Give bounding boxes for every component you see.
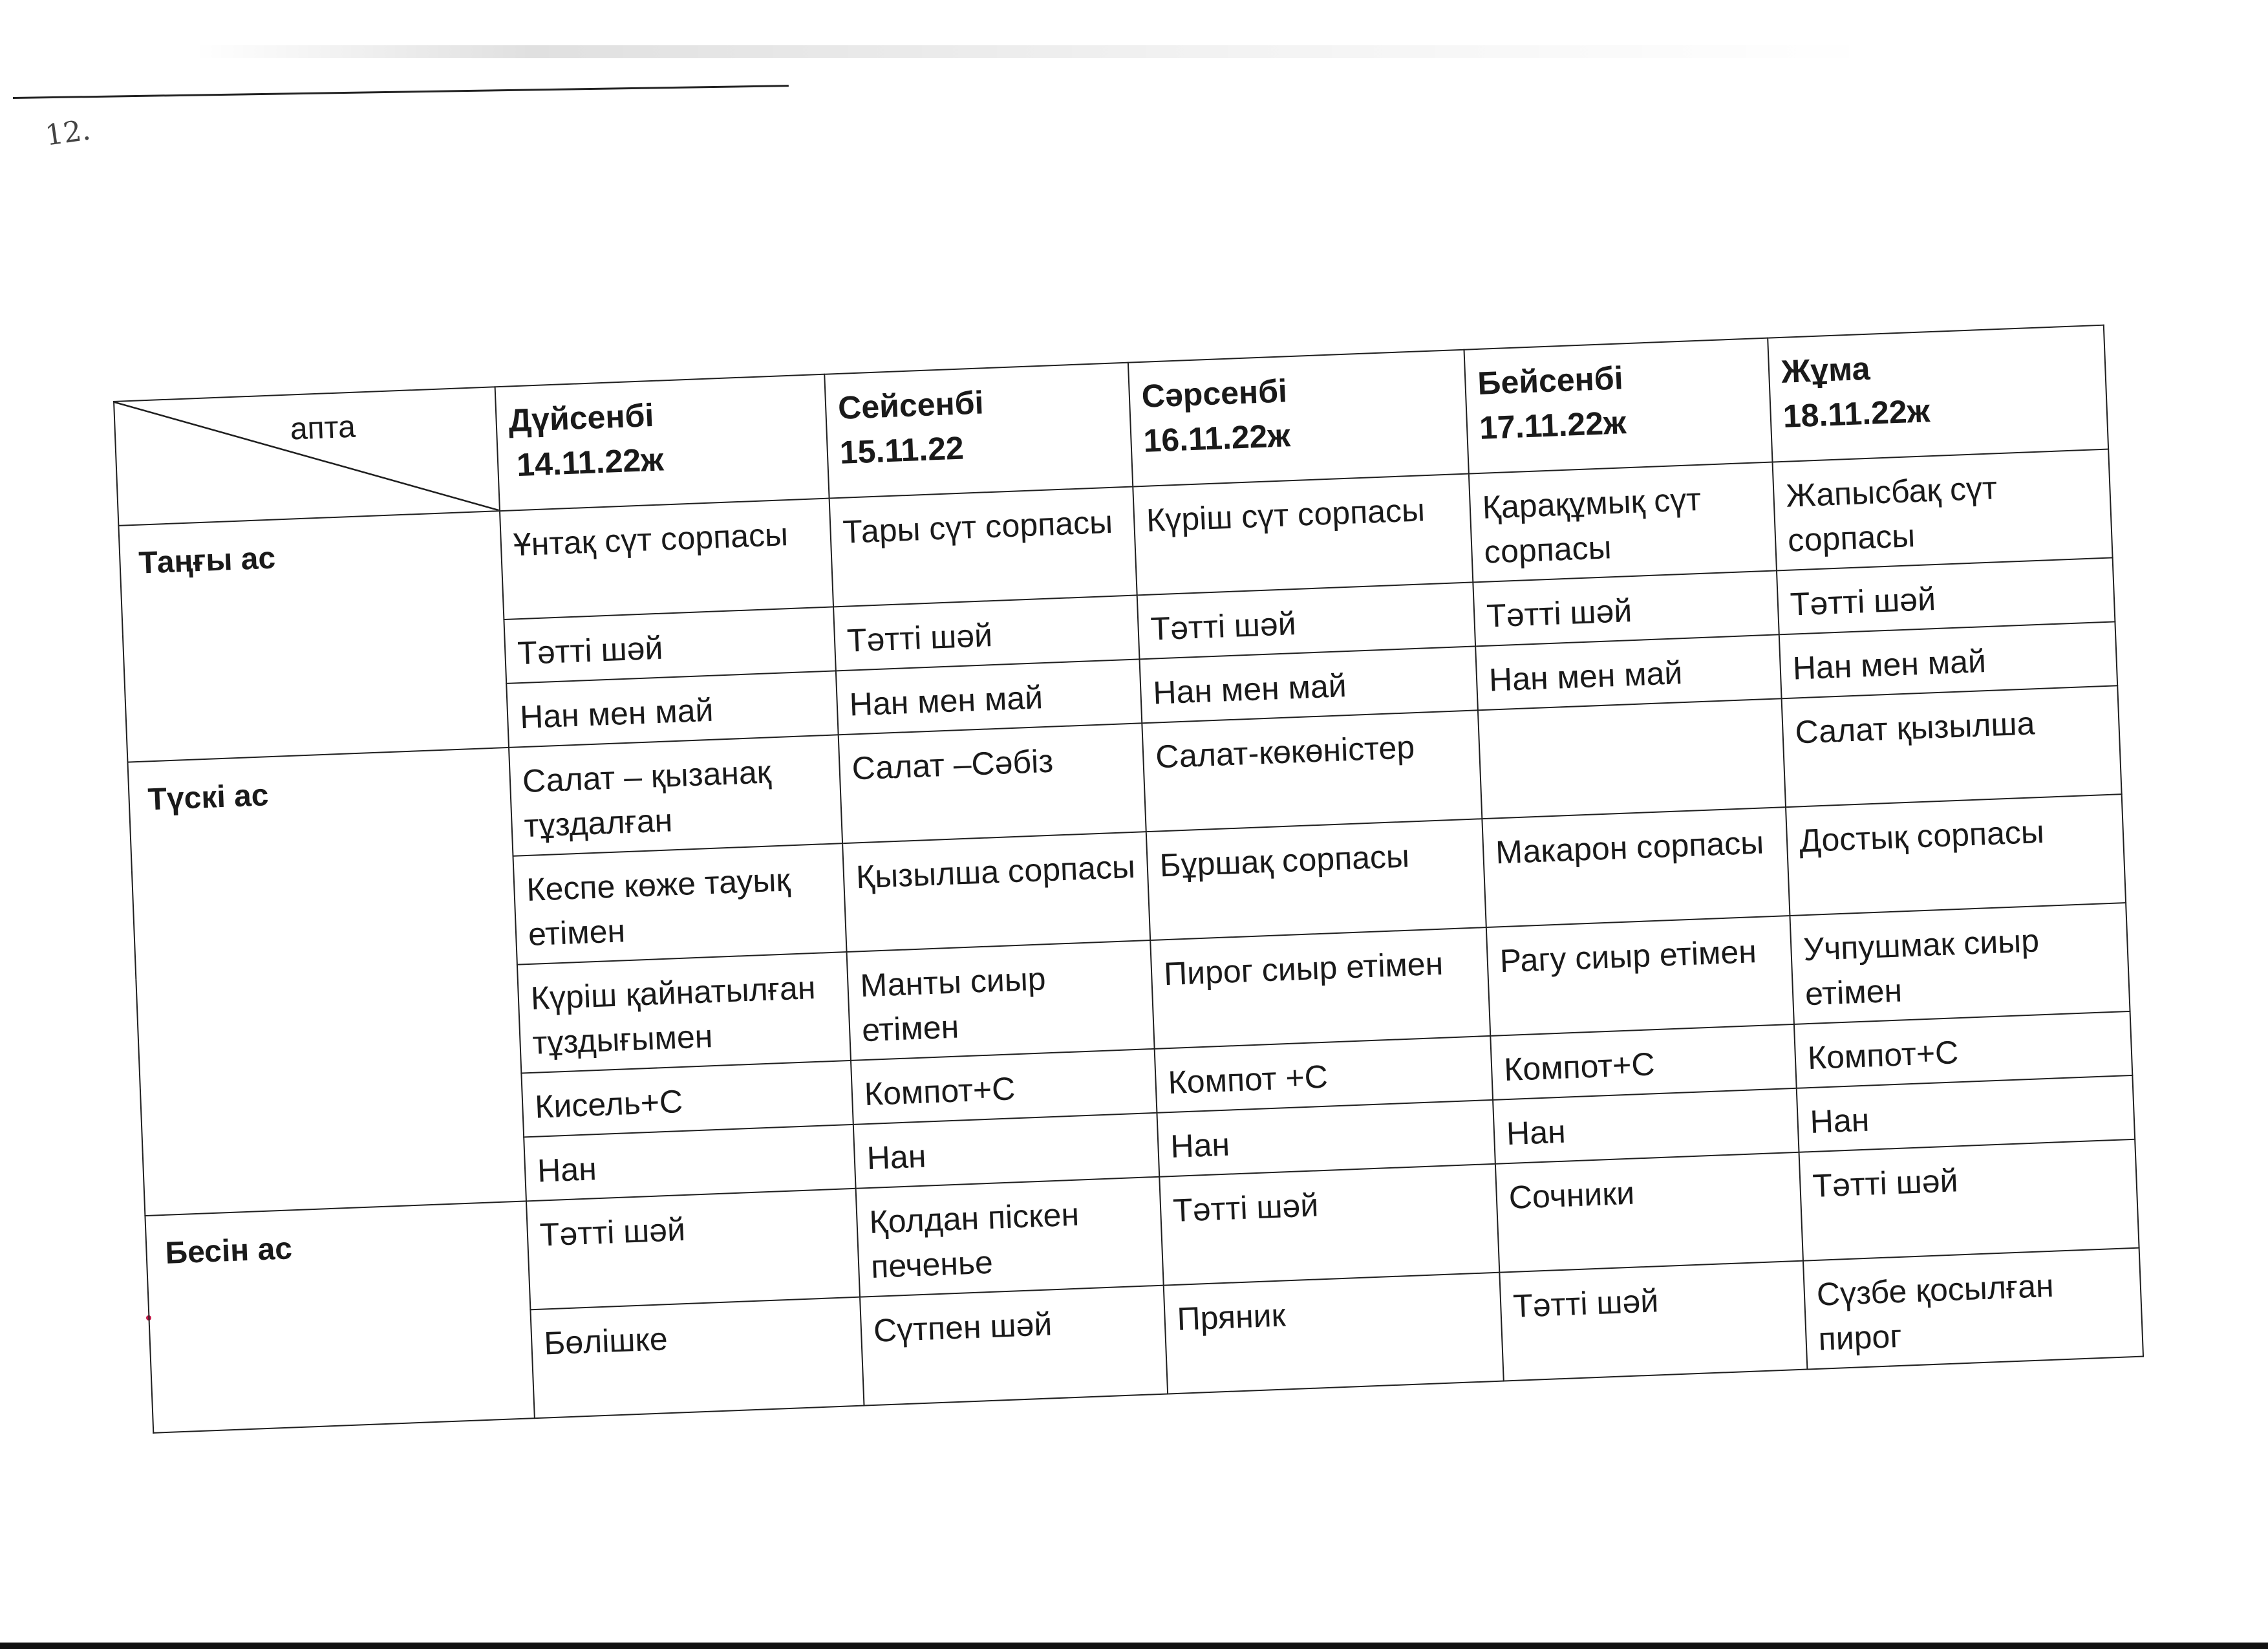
scan-smudge [194,45,1875,58]
menu-cell: Нан мен май [1140,646,1478,723]
day-header-monday [495,374,829,511]
menu-cell: Тәтті шәй [1499,1261,1807,1381]
menu-cell: Компот+С [851,1049,1157,1125]
menu-cell: Тары сүт сорпасы [829,487,1137,607]
menu-cell: Нан [1493,1088,1799,1164]
day-name: Жұма [1781,350,1871,390]
day-name: Сейсенбі [837,384,985,426]
menu-cell: Учпушмак сиыр етімен [1790,903,2130,1024]
menu-cell: Тәтті шәй [1777,557,2115,634]
menu-cell: Макарон сорпасы [1482,807,1790,927]
scan-bottom-edge [0,1643,2268,1649]
meal-lunch: Түскі ас [127,748,526,1216]
menu-cell: Пряник [1164,1273,1504,1394]
menu-cell: Жапысбақ сүт сорпасы [1773,449,2113,571]
menu-cell: Салат – қызанақ тұздалған [509,735,842,856]
menu-cell: Компот+С [1794,1011,2132,1088]
menu-cell: Нан мен май [1475,634,1781,710]
menu-cell: Пирог сиыр етімен [1150,927,1490,1049]
menu-cell: Тәтті шәй [1473,570,1779,646]
day-name: Бейсенбі [1477,360,1624,402]
menu-cell: Нан мен май [836,659,1142,735]
menu-cell: Манты сиыр етімен [847,940,1155,1061]
scan-edge-line [13,85,789,99]
day-header-thursday [1464,338,1772,474]
day-name: Дүйсенбі [508,396,655,439]
menu-cell: Сүтпен шәй [860,1286,1168,1406]
menu-cell: Салат-көкөністер [1142,710,1482,832]
menu-cell: Тәтті шәй [833,595,1139,671]
day-date: 14.11.22ж [516,441,665,484]
menu-cell: Салат қызылша [1782,685,2122,807]
menu-cell: Нан [1797,1075,2135,1152]
day-date: 17.11.22ж [1479,404,1627,446]
menu-cell: Қарақұмық сүт сорпасы [1469,462,1777,583]
menu-cell: Нан мен май [1779,621,2117,698]
meal-breakfast: Таңғы ас [118,511,509,762]
menu-cell: Ұнтақ сүт сорпасы [500,499,833,620]
menu-cell: Салат –Сәбіз [839,723,1146,843]
corner-cell [114,387,500,526]
menu-cell: Кисель+С [521,1061,853,1137]
menu-cell: Компот+С [1490,1024,1796,1100]
day-date: 16.11.22ж [1142,417,1291,459]
menu-cell: Нан [524,1125,855,1202]
weekly-menu-table [113,325,2144,1434]
day-header-friday [1768,325,2108,462]
menu-cell: Тәтті шәй [526,1189,860,1310]
menu-cell: Достық сорпасы [1786,794,2126,916]
menu-cell: Тәтті шәй [504,607,835,684]
menu-cell: Рагу сиыр етімен [1486,916,1794,1036]
menu-cell: Сочники [1495,1152,1803,1273]
menu-cell: Сүзбе қосылған пирог [1803,1248,2143,1370]
menu-table-wrapper [113,325,2144,1434]
menu-cell: Нан [1157,1100,1495,1177]
meal-afternoon-snack: Бесін ас [145,1201,534,1432]
week-label: апта [289,409,356,447]
menu-cell: Компот +С [1155,1036,1493,1113]
menu-cell: Бөлішке [530,1297,864,1418]
day-header-tuesday [824,363,1133,499]
menu-cell: Тәтті шәй [1799,1139,2139,1261]
menu-cell: Қолдан піскен печенье [856,1177,1164,1297]
menu-cell: Қызылша сорпасы [842,832,1150,952]
day-date: 15.11.22 [839,429,965,471]
menu-cell: Нан мен май [506,671,838,748]
menu-cell: Тәтті шәй [1159,1164,1499,1286]
day-name: Сәрсенбі [1140,372,1288,415]
menu-cell: Кеспе көже тауық етімен [513,843,846,964]
handwritten-page-mark: 12. [43,113,93,153]
menu-cell: Нан [853,1113,1159,1189]
menu-cell: Бұршақ сорпасы [1146,819,1486,940]
day-date: 18.11.22ж [1782,393,1931,435]
day-header-wednesday [1128,350,1469,487]
menu-cell: Күріш сүт сорпасы [1133,474,1473,596]
menu-cell: Тәтті шәй [1137,582,1475,659]
menu-cell: Күріш қайнатылған тұздығымен [517,952,851,1073]
menu-cell [1478,698,1786,819]
